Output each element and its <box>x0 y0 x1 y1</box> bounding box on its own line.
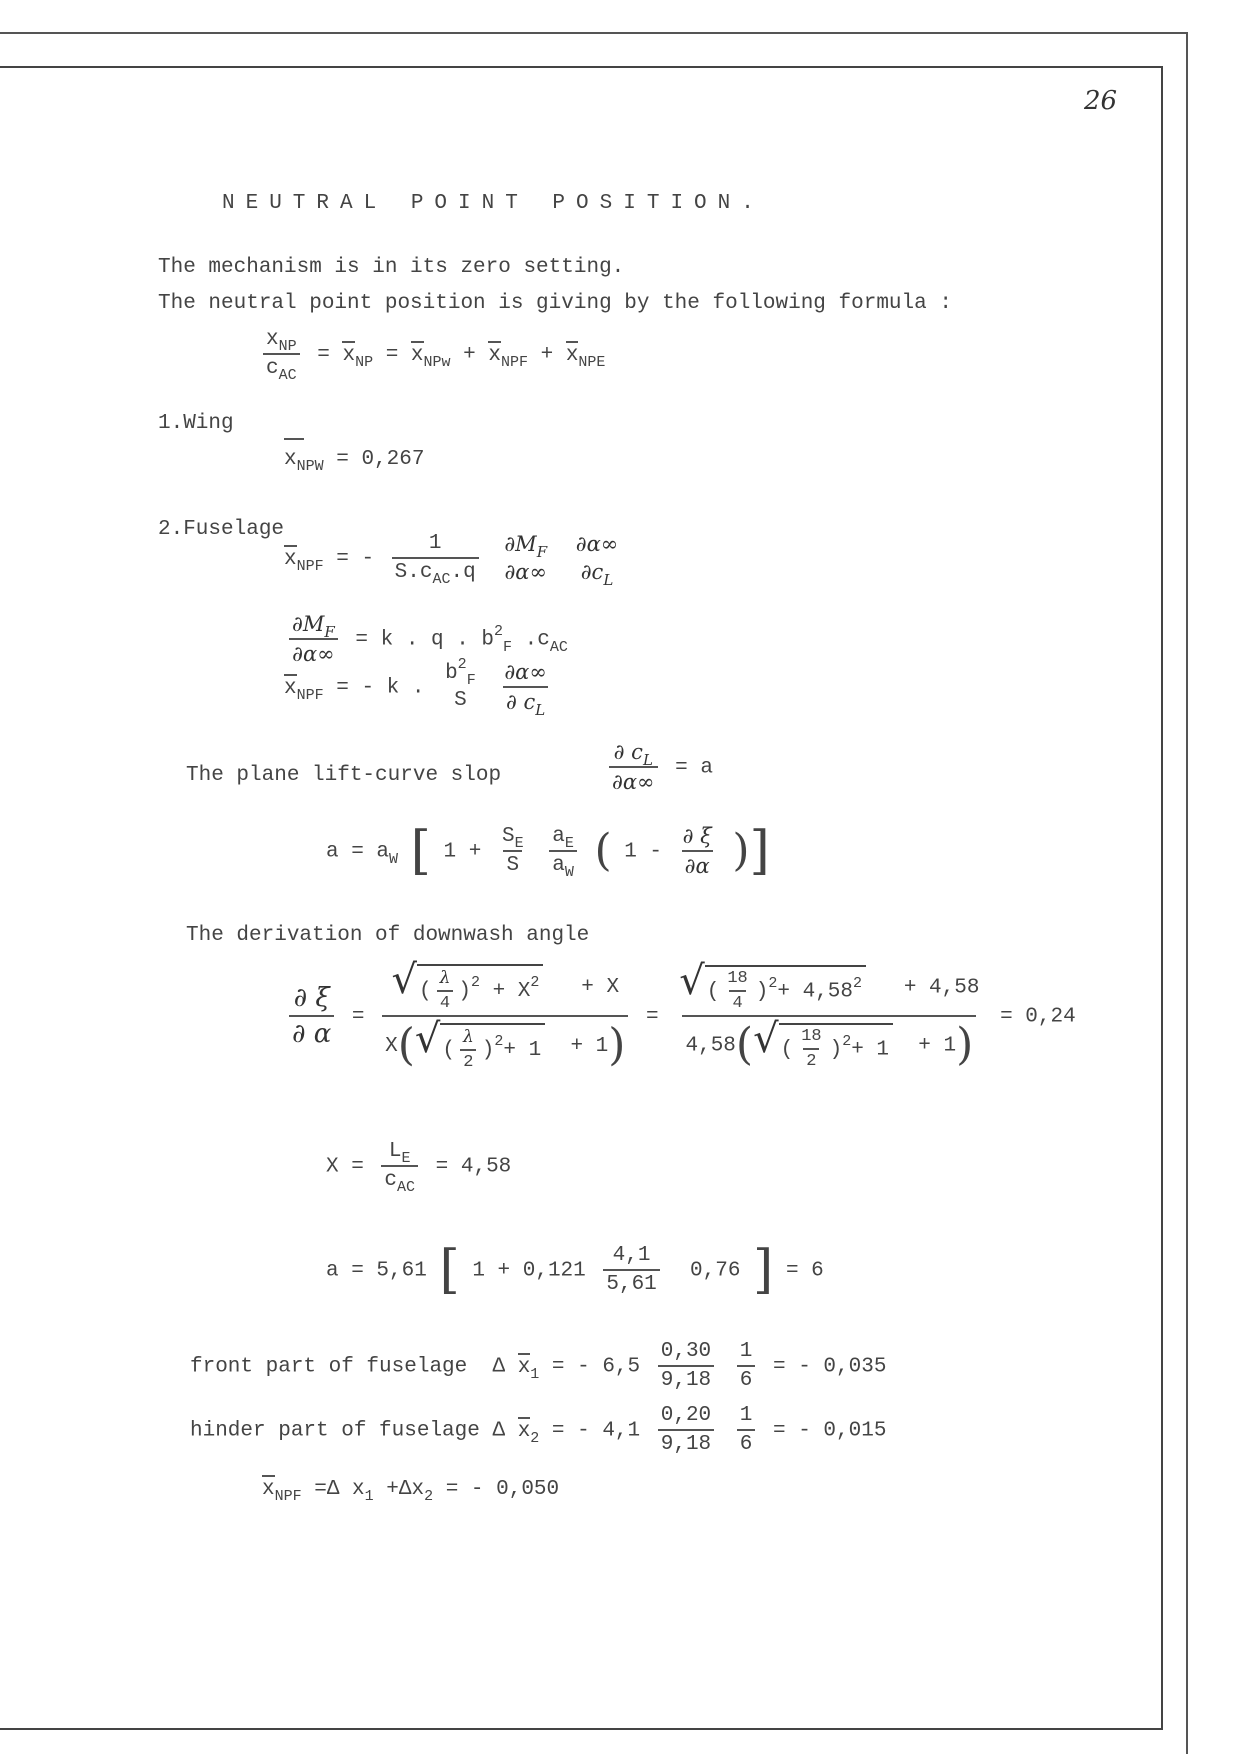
main-fraction: $\frac{x_{NP}}{c_{AC}}$ <box>263 328 300 380</box>
a-formula: $a = a_W$ [ 1 + $\frac{S_E}{S}$ $\frac{a_E}{a_W}$ ( 1 - $\frac{\partial \xi}{\partial\alpha}$ )] <box>326 821 770 881</box>
lift-curve-label: The plane lift-curve slop <box>186 764 502 787</box>
main-formula: $\frac{x_{NP}}{c_{AC}}$ = $x_{NP} = x_{NPw} + x_{NPF} + x_{NPE}$ <box>258 328 605 380</box>
fuselage-eq-2: $\frac{\partial M_F}{\partial\alpha\infty}$ = k . q . $b^2_F$ $.c_{AC}$ <box>284 612 568 666</box>
wing-formula: $x_{NPW} = 0,267$ <box>284 448 424 471</box>
outer-frame-right <box>1186 32 1188 1754</box>
intro-line-2: The neutral point position is giving by the following formula : <box>158 292 952 315</box>
page-number: 26 <box>1084 86 1118 116</box>
downwash-label: The derivation of downwash angle <box>186 924 590 947</box>
front-part-row: front part of fuselage Δ $x_1$ = - 6,5 $\frac{0,30}{9,18}$ $\frac{1}{6}$ = - 0,035 <box>190 1340 887 1392</box>
total-row: $x_{NPF} =\Delta$ $x_1 +\Delta x_2$ = - 0,050 <box>262 1478 559 1501</box>
fuselage-eq-1: $x_{NPF}$ = - $\frac{1}{S.c_{AC}.q}$ $\partial M_F$ ∂α∞ ∂α∞ $\partial c_L$ <box>284 532 619 589</box>
lift-curve-formula: $\frac{\partial c_L}{\partial\alpha\infty}$ = a <box>604 740 713 794</box>
downwash-formula: $\frac{\partial \xi}{\partial \alpha}$ = √ ( $\frac{\lambda}{4}$ )$^2 + X^2$ + X X( √ ( $\frac{\lambda}{2}$ )$^2$+ 1 + 1) = √ ( $\frac{18}{4}$ )$^2+ 4,58^2$ + 4,58 4,58( √ ( $\frac{18}{2}$ )$^2$+ 1 + 1) = 0,24 <box>284 960 1076 1072</box>
page-title: NEUTRAL POINT POSITION. <box>222 192 765 215</box>
downwash-numeric: √ ( $\frac{18}{4}$ )$^2+ 4,58^2$ + 4,58 4,58( √ ( $\frac{18}{2}$ )$^2$+ 1 + 1) <box>679 958 980 1071</box>
hinder-part-row: hinder part of fuselage Δ $x_2$ = - 4,1 $\frac{0,20}{9,18}$ $\frac{1}{6}$ = - 0,015 <box>190 1404 887 1456</box>
section-fuselage-label: 2.Fuselage <box>158 518 285 541</box>
section-wing-label: 1.Wing <box>158 412 234 435</box>
x-value-formula: X = $\frac{L_E}{c_{AC}}$ = 4,58 <box>326 1140 512 1196</box>
page-border <box>0 66 1163 1730</box>
intro-line-1: The mechanism is in its zero setting. <box>158 256 625 279</box>
fuselage-eq-3: $x_{NPF}$ = - k . $b^2_F$ S $\frac{\partial\alpha\infty}{\partial c_L}$ <box>284 656 547 719</box>
a-value-formula: a = 5,61 [ 1 + 0,121 $\frac{4,1}{5,61}$ 0,76 ] = 6 <box>326 1240 824 1300</box>
downwash-symbolic: √ ( $\frac{\lambda}{4}$ )$^2 + X^2$ + X X( √ ( $\frac{\lambda}{2}$ )$^2$+ 1 + 1) <box>382 960 628 1072</box>
outer-frame-top <box>0 32 1188 34</box>
